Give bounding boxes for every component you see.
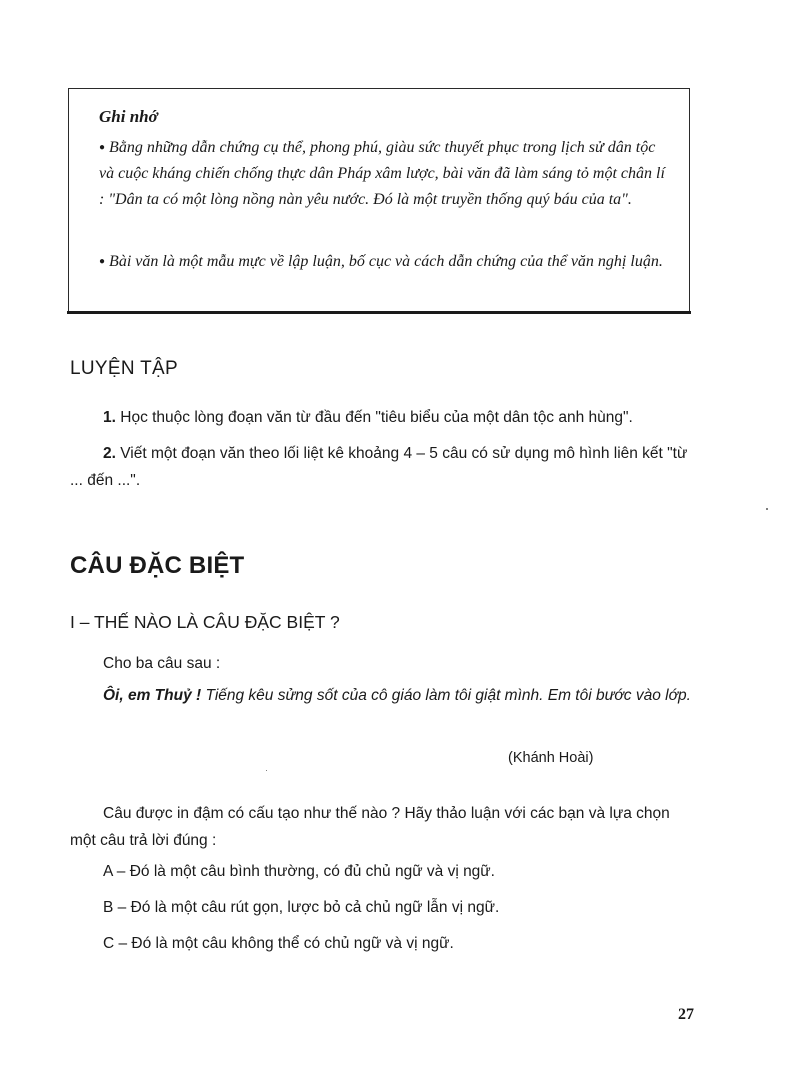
exercise-2-number: 2. <box>103 445 116 462</box>
section-heading-1: I – THẾ NÀO LÀ CÂU ĐẶC BIỆT ? <box>70 612 340 632</box>
scan-speck <box>766 508 768 510</box>
option-c: C – Đó là một câu không thể có chủ ngữ và vị ngữ. <box>103 935 454 952</box>
memo-title: Ghi nhớ <box>99 107 158 126</box>
example-quote <box>70 682 695 709</box>
lesson-title: CÂU ĐẶC BIỆT <box>70 552 245 579</box>
option-b: B – Đó là một câu rút gọn, lược bỏ cả chủ ngữ lẫn vị ngữ. <box>103 899 500 916</box>
memo-bullet-2-text: Bài văn là một mẫu mực về lập luận, bố cục và cách dẫn chứng của thể văn nghị luận. <box>109 253 663 270</box>
exercise-2-text: Viết một đoạn văn theo lối liệt kê khoảng 4 – 5 câu có sử dụng mô hình liên kết "từ ... đến ...". <box>70 445 688 489</box>
example-bold-sentence: Ôi, em Thuỷ ! <box>103 687 202 704</box>
quote-source: (Khánh Hoài) <box>508 750 594 766</box>
question-text: Câu được in đậm có cấu tạo như thế nào ? Hãy thảo luận với các bạn và lựa chọn một câu trả lời đúng : <box>70 805 670 849</box>
memo-bullet-1 <box>99 135 669 213</box>
bullet-icon: ● <box>99 256 106 267</box>
memo-bullet-1-text: Bằng những dẫn chứng cụ thể, phong phú, giàu sức thuyết phục trong lịch sử dân tộc và cuộc kháng chiến chống thực dân Pháp xâm lược, bài văn đã làm sáng tỏ một chân lí : "Dân ta có một lòng nồng nàn yêu nước. Đó là một truyền thống quý báu của ta". <box>99 139 665 208</box>
option-a: A – Đó là một câu bình thường, có đủ chủ ngữ và vị ngữ. <box>103 863 495 880</box>
scan-speck <box>266 770 267 771</box>
exercise-1 <box>70 404 695 431</box>
exercise-1-number: 1. <box>103 409 116 426</box>
practice-heading: LUYỆN TẬP <box>70 358 178 379</box>
bullet-icon: ● <box>99 142 106 153</box>
intro-text: Cho ba câu sau : <box>103 655 221 672</box>
memo-bullet-2 <box>99 249 669 275</box>
example-rest: Tiếng kêu sửng sốt của cô giáo làm tôi giật mình. Em tôi bước vào lớp. <box>201 687 691 704</box>
exercise-2 <box>70 440 695 494</box>
memo-box <box>68 88 690 312</box>
page-number: 27 <box>678 1006 694 1023</box>
exercise-1-text: Học thuộc lòng đoạn văn từ đầu đến "tiêu biểu của một dân tộc anh hùng". <box>120 409 633 426</box>
